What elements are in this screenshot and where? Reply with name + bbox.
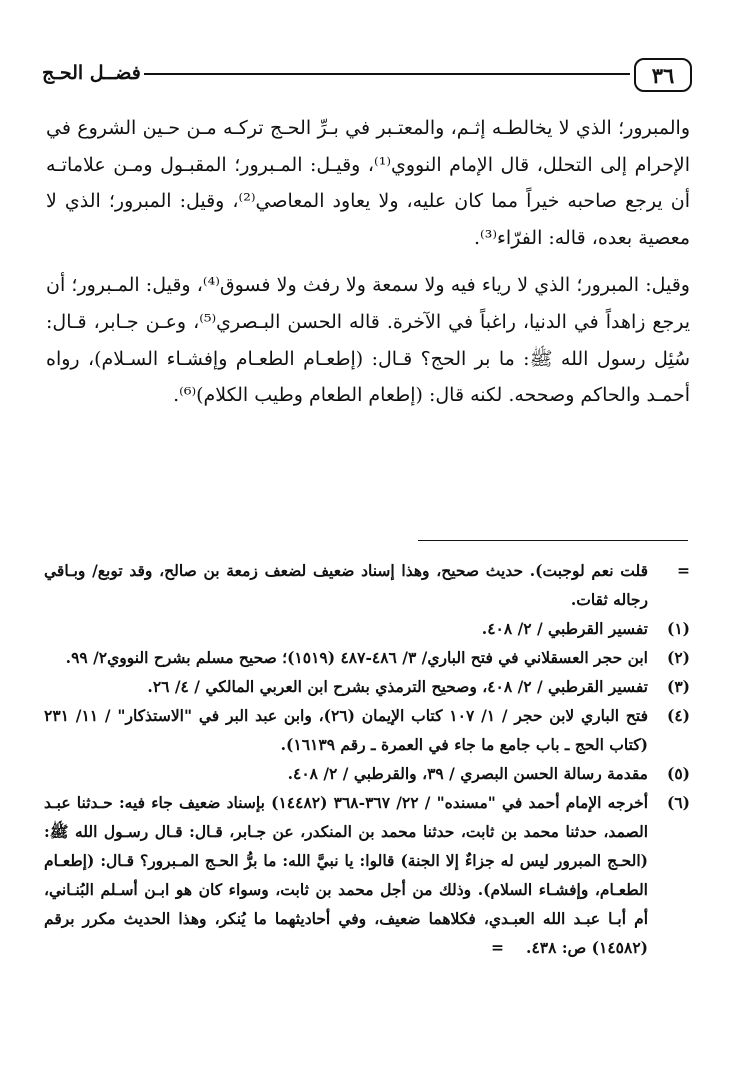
footnote-body: أخرجه الإمام أحمد في "مسنده" / ٢٢/ ٣٦٧-٣٦٨ (١٤٤٨٢) بإسناد ضعيف جاء فيه: حـدثنا عبـد الصمد، حدثنا محمد بن ثابت، حدثنا محمد بن المنكدر، عن جـابر، قـال: قـال رسـول الله ﷺ: (الحـج المبرور ليس له جزاءٌ إلا الجنة) قالوا: يا نبيَّ الله: ما برُّ الحـج المـبرور؟ قـال: (إطعـام الطعـام، وإفشـاء السلام). وذلك من أجل محمد بن ثابت، وسواء كان هو ابـن أسـلم البُنـاني، أم أبـا عبـد الله العبـدي، فكلاهما ضعيف، وفي أحاديثهما ما يُنكر، وهذا الحديث مكرر برقم (١٤٥٨٢) ص: ٤٣٨. [44, 793, 649, 957]
page-number: ٣٦ [634, 58, 692, 92]
footnote-number: (٥) [666, 764, 690, 783]
header-rule [144, 73, 630, 75]
footnote-number: (١) [666, 619, 690, 638]
footnote-number: (٣) [666, 677, 690, 696]
footnote-number: (٢) [666, 648, 690, 667]
footnote-marker: = [677, 561, 690, 580]
running-title: فضــل الحـج [42, 62, 141, 84]
footnote-continuation [44, 556, 690, 614]
footnote-3 [44, 672, 690, 701]
footnote-text: قلت نعم لوجبت). حديث صحيح، وهذا إسناد ضعيف لضعف زمعة بن صالح، وقد توبع/ وبـاقي رجاله ثقات. [44, 561, 648, 609]
footnote-text: تفسير القرطبي / ٢/ ٤٠٨، وصحيح الترمذي بشرح ابن العربي المالكي / ٤/ ٢٦. [147, 677, 648, 696]
footnote-2 [44, 643, 690, 672]
main-text [46, 110, 690, 414]
footnote-text: فتح الباري لابن حجر / ١/ ١٠٧ كتاب الإيمان (٢٦)، وابن عبد البر في "الاستذكار" / ١١/ ٢٣١ (كتاب الحج ـ باب جامع ما جاء في العمرة ـ رقم ١٦١٣٩). [44, 706, 648, 754]
footnote-divider [418, 540, 688, 541]
footnote-number: (٤) [666, 706, 690, 725]
footnote-text: ابن حجر العسقلاني في فتح الباري/ ٣/ ٤٨٦-٤٨٧ (١٥١٩)؛ صحيح مسلم بشرح النووي٢/ ٩٩. [65, 648, 648, 667]
footnote-1 [44, 614, 690, 643]
paragraph-2: وقيل: المبرور؛ الذي لا رياء فيه ولا سمعة ولا رفث ولا فسوق⁽⁴⁾، وقيل: المـبرور؛ أن يرجع زاهداً في الدنيا، راغباً في الآخرة. قاله الحسن البـصري⁽⁵⁾، وعـن جـابر، قـال: سُئِل رسول الله ﷺ: ما بر الحج؟ قـال: (إطعـام الطعـام وإفشـاء السـلام)، رواه أحمـد والحاكم وصححه. لكنه قال: (إطعام الطعام وطيب الكلام)⁽⁶⁾. [46, 274, 691, 407]
footnote-number: (٦) [666, 793, 690, 812]
footnote-5 [44, 759, 690, 788]
footnote-text: مقدمة رسالة الحسن البصري / ٣٩، والقرطبي / ٢/ ٤٠٨. [287, 764, 648, 783]
paragraph-1: والمبرور؛ الذي لا يخالطـه إثـم، والمعتـبر في بـرِّ الحـج تركـه مـن حـين الشروع في الإحرام إلى التحلل، قال الإمام النووي⁽¹⁾، وقيـل: المـبرور؛ المقبـول ومـن علاماتـه أن يرجع صاحبه خيراً مما كان عليه، ولا يعاود المعاصي⁽²⁾، وقيل: المبرور؛ الذي لا معصية بعده، قاله: الفرّاء⁽³⁾. [46, 117, 690, 249]
footnotes [44, 556, 690, 962]
continuation-mark: = [491, 938, 505, 957]
page-header [42, 58, 692, 90]
footnote-text [44, 788, 648, 962]
footnote-text: تفسير القرطبي / ٢/ ٤٠٨. [481, 619, 648, 638]
footnote-4 [44, 701, 690, 759]
footnote-6 [44, 788, 690, 962]
